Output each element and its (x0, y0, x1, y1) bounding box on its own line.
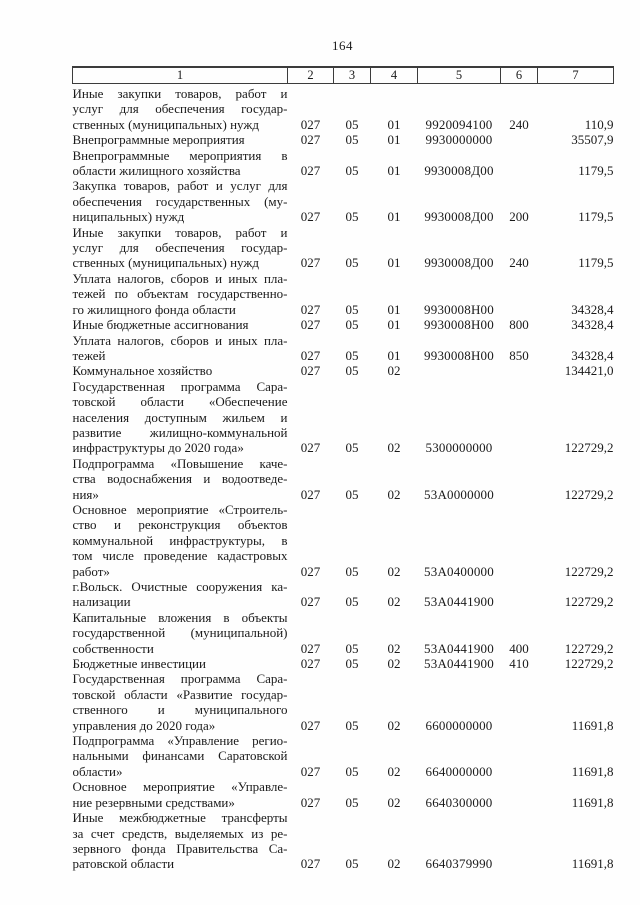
row-name-cell (73, 148, 288, 179)
cell-target-article: 9920094100 (425, 116, 493, 132)
cell-expense-type (501, 132, 538, 147)
table-row (73, 178, 614, 224)
cell-amount: 122729,2 (564, 656, 614, 672)
row-name-cell (73, 271, 288, 317)
cell-section: 05 (345, 255, 359, 271)
cell-target-article: 53A0400000 (424, 563, 494, 579)
row-name-line: нальными финансами Саратовской (72, 748, 288, 764)
cell-expense-type (501, 148, 538, 179)
cell-subsection: 01 (387, 347, 401, 363)
cell-section: 05 (345, 856, 359, 872)
row-name-line: Государственная программа Сара- (72, 378, 288, 394)
cell-target-article: 5300000000 (425, 440, 493, 456)
row-name-line: Государственная программа Сара- (72, 671, 288, 687)
row-name-line: населения доступным жильем и (72, 409, 288, 425)
cell-expense-type (501, 502, 538, 579)
cell-target-article: 9930008Н00 (424, 317, 494, 333)
cell-expense-type (501, 271, 538, 317)
row-name-line: Уплата налогов, сборов и иных пла- (72, 270, 288, 286)
cell-grbs-code: 027 (300, 440, 321, 456)
cell-subsection: 02 (387, 763, 401, 779)
cell-subsection: 01 (387, 209, 401, 225)
row-name-line: го жилищного фонда области (72, 301, 236, 317)
cell-expense-type: 200 (509, 209, 529, 225)
row-name-line: Закупка товаров, работ и услуг для (72, 178, 288, 194)
row-name-line: ственного и муниципального (72, 702, 288, 718)
cell-subsection: 02 (387, 794, 401, 810)
row-name-line: собственности (72, 640, 154, 656)
cell-subsection: 02 (387, 640, 401, 656)
cell-grbs-code: 027 (300, 132, 321, 148)
row-name-cell (73, 178, 288, 224)
table-row (73, 733, 614, 779)
row-name-cell (73, 610, 288, 656)
cell-amount: 122729,2 (564, 594, 614, 610)
cell-grbs-code: 027 (300, 255, 321, 271)
row-name-cell (73, 333, 288, 364)
cell-subsection: 02 (387, 363, 401, 379)
row-name-line: тежей по объектам государственно- (72, 286, 288, 302)
table-row (73, 148, 614, 179)
cell-subsection: 02 (387, 656, 401, 672)
row-name-line: Подпрограмма «Управление регио- (72, 733, 288, 749)
cell-amount: 110,9 (584, 116, 614, 132)
table-header-row (73, 67, 614, 84)
table-row (73, 810, 614, 872)
cell-target-article: 9930000000 (425, 132, 493, 148)
table-row (73, 502, 614, 579)
cell-amount: 35507,9 (571, 132, 614, 148)
table-row (73, 271, 614, 317)
table-row (73, 333, 614, 364)
table-row (73, 610, 614, 656)
row-name-line: Капитальные вложения в объекты (72, 609, 288, 625)
row-name-line: области» (72, 763, 123, 779)
row-name-line: области жилищного хозяйства (72, 163, 241, 179)
cell-section: 05 (345, 640, 359, 656)
cell-amount: 11691,8 (571, 717, 614, 733)
cell-target-article: 9930008Н00 (424, 347, 494, 363)
cell-target-article: 9930008Д00 (424, 255, 494, 271)
cell-target-article: 9930008Д00 (424, 209, 494, 225)
cell-amount: 122729,2 (564, 486, 614, 502)
cell-subsection: 02 (387, 486, 401, 502)
cell-subsection: 02 (387, 440, 401, 456)
cell-subsection: 02 (387, 594, 401, 610)
row-name-cell (73, 456, 288, 502)
cell-amount: 122729,2 (564, 440, 614, 456)
cell-subsection: 01 (387, 255, 401, 271)
cell-target-article: 6640000000 (425, 763, 493, 779)
row-name-line: Иные закупки товаров, работ и (72, 86, 288, 101)
cell-section: 05 (345, 209, 359, 225)
row-name-line: развитие жилищно-коммунальной (72, 424, 288, 440)
cell-section: 05 (345, 347, 359, 363)
cell-expense-type (501, 363, 538, 378)
cell-target-article: 9930008Н00 (424, 301, 494, 317)
row-name-cell (73, 317, 288, 332)
cell-amount: 11691,8 (571, 856, 614, 872)
column-header: 3 (334, 67, 371, 84)
row-name-line: государственной (муниципальной) (72, 625, 288, 641)
cell-section: 05 (345, 163, 359, 179)
cell-subsection: 01 (387, 301, 401, 317)
table-row (73, 225, 614, 271)
row-name-line: ния» (72, 486, 99, 502)
cell-target-article: 6640300000 (425, 794, 493, 810)
cell-expense-type (501, 579, 538, 610)
table-row (73, 379, 614, 456)
cell-grbs-code: 027 (300, 363, 321, 379)
row-name-cell (73, 363, 288, 378)
row-name-line: Внепрограммные мероприятия (72, 132, 245, 148)
cell-amount: 122729,2 (564, 563, 614, 579)
cell-target-article: 6600000000 (425, 717, 493, 733)
table-row (73, 671, 614, 733)
cell-section: 05 (345, 363, 359, 379)
cell-expense-type: 400 (509, 640, 529, 656)
cell-grbs-code: 027 (300, 656, 321, 672)
table-row (73, 579, 614, 610)
row-name-line: товской области «Развитие государ- (72, 686, 288, 702)
row-name-line: том числе проведение кадастровых (72, 548, 288, 564)
row-name-cell (73, 225, 288, 271)
cell-target-article: 9930008Д00 (424, 163, 494, 179)
cell-grbs-code: 027 (300, 563, 321, 579)
cell-amount: 1179,5 (578, 209, 614, 225)
cell-amount: 34328,4 (571, 347, 614, 363)
row-name-line: Подпрограмма «Повышение каче- (72, 455, 288, 471)
cell-target-article: 53A0441900 (424, 656, 494, 672)
table-row (73, 363, 614, 378)
cell-expense-type: 850 (509, 347, 529, 363)
cell-expense-type: 800 (509, 317, 529, 333)
cell-subsection: 01 (387, 116, 401, 132)
cell-grbs-code: 027 (300, 594, 321, 610)
cell-section: 05 (345, 440, 359, 456)
table-row (73, 456, 614, 502)
cell-grbs-code: 027 (300, 856, 321, 872)
table-row (73, 84, 614, 133)
cell-section: 05 (345, 656, 359, 672)
row-name-line: обеспечения государственных (му- (72, 193, 288, 209)
column-header: 7 (538, 67, 614, 84)
cell-target-article: 53A0441900 (424, 594, 494, 610)
row-name-cell (73, 810, 288, 872)
cell-expense-type: 240 (509, 255, 529, 271)
row-name-line: работ» (72, 563, 110, 579)
column-header: 4 (371, 67, 418, 84)
cell-section: 05 (345, 763, 359, 779)
cell-grbs-code: 027 (300, 640, 321, 656)
row-name-line: тежей (72, 347, 106, 363)
cell-section: 05 (345, 116, 359, 132)
budget-table (72, 66, 614, 872)
row-name-cell (73, 579, 288, 610)
row-name-line: нализации (72, 594, 131, 610)
row-name-line: ниципальных) нужд (72, 209, 185, 225)
cell-amount: 122729,2 (564, 640, 614, 656)
row-name-line: зервного фонда Правительства Са- (72, 840, 288, 856)
cell-amount: 11691,8 (571, 794, 614, 810)
row-name-line: ство и реконструкция объектов (72, 517, 288, 533)
cell-subsection: 01 (387, 317, 401, 333)
row-name-line: ства водоснабжения и водоотведе- (72, 471, 288, 487)
cell-subsection: 02 (387, 563, 401, 579)
cell-expense-type: 240 (509, 116, 529, 132)
row-name-line: инфраструктуры до 2020 года» (72, 440, 244, 456)
table-row (73, 317, 614, 332)
cell-grbs-code: 027 (300, 209, 321, 225)
cell-expense-type (501, 671, 538, 733)
cell-grbs-code: 027 (300, 486, 321, 502)
row-name-cell (73, 656, 288, 671)
cell-grbs-code: 027 (300, 301, 321, 317)
cell-section: 05 (345, 317, 359, 333)
row-name-line: Внепрограммные мероприятия в (72, 147, 288, 163)
cell-amount: 34328,4 (571, 317, 614, 333)
row-name-line: за счет средств, выделяемых из ре- (72, 825, 288, 841)
cell-amount: 11691,8 (571, 763, 614, 779)
row-name-line: услуг для обеспечения государ- (72, 101, 288, 117)
row-name-cell (73, 502, 288, 579)
cell-grbs-code: 027 (300, 116, 321, 132)
cell-amount: 34328,4 (571, 301, 614, 317)
row-name-line: Иные закупки товаров, работ и (72, 224, 288, 240)
table-row (73, 656, 614, 671)
cell-section: 05 (345, 132, 359, 148)
cell-section: 05 (345, 486, 359, 502)
column-header: 5 (418, 67, 501, 84)
cell-grbs-code: 027 (300, 317, 321, 333)
row-name-line: ние резервными средствами» (72, 794, 235, 810)
row-name-line: Основное мероприятие «Строитель- (72, 501, 288, 517)
row-name-line: услуг для обеспечения государ- (72, 240, 288, 256)
row-name-line: Иные бюджетные ассигнования (72, 317, 249, 333)
row-name-cell (73, 379, 288, 456)
cell-amount: 134421,0 (564, 363, 614, 379)
row-name-cell (73, 779, 288, 810)
cell-expense-type (501, 456, 538, 502)
page-number: 164 (332, 38, 353, 53)
cell-target-article: 53A0000000 (424, 486, 494, 502)
table-body (73, 84, 614, 872)
row-name-cell (73, 733, 288, 779)
row-name-line: Коммунальное хозяйство (72, 363, 213, 379)
cell-grbs-code: 027 (300, 717, 321, 733)
cell-expense-type: 410 (509, 656, 529, 672)
cell-target-article (418, 363, 501, 378)
row-name-line: ратовской области (72, 856, 175, 872)
row-name-line: Основное мероприятие «Управле- (72, 779, 288, 795)
cell-section: 05 (345, 717, 359, 733)
row-name-line: г.Вольск. Очистные сооружения ка- (72, 579, 288, 594)
row-name-line: управления до 2020 года» (72, 717, 216, 733)
cell-amount: 1179,5 (578, 163, 614, 179)
row-name-line: Иные межбюджетные трансферты (72, 810, 288, 826)
cell-expense-type (501, 733, 538, 779)
row-name-line: Бюджетные инвестиции (72, 656, 206, 672)
row-name-line: Уплата налогов, сборов и иных пла- (72, 332, 288, 348)
cell-subsection: 02 (387, 717, 401, 733)
row-name-cell (73, 132, 288, 147)
cell-target-article: 6640379990 (425, 856, 493, 872)
row-name-line: ственных (муниципальных) нужд (72, 116, 259, 132)
row-name-cell (73, 84, 288, 133)
cell-expense-type (501, 810, 538, 872)
cell-subsection: 02 (387, 856, 401, 872)
cell-section: 05 (345, 594, 359, 610)
cell-amount: 1179,5 (578, 255, 614, 271)
column-header: 6 (501, 67, 538, 84)
cell-grbs-code: 027 (300, 763, 321, 779)
cell-grbs-code: 027 (300, 794, 321, 810)
row-name-line: коммунальной инфраструктуры, в (72, 532, 288, 548)
cell-grbs-code: 027 (300, 163, 321, 179)
cell-subsection: 01 (387, 132, 401, 148)
column-header: 1 (73, 67, 288, 84)
cell-expense-type (501, 779, 538, 810)
cell-expense-type (501, 379, 538, 456)
cell-section: 05 (345, 563, 359, 579)
column-header: 2 (288, 67, 334, 84)
table-row (73, 132, 614, 147)
row-name-line: товской области «Обеспечение (72, 394, 288, 410)
budget-table-container (72, 66, 613, 872)
table-row (73, 779, 614, 810)
row-name-cell (73, 671, 288, 733)
cell-grbs-code: 027 (300, 347, 321, 363)
cell-section: 05 (345, 794, 359, 810)
cell-section: 05 (345, 301, 359, 317)
row-name-line: ственных (муниципальных) нужд (72, 255, 259, 271)
cell-subsection: 01 (387, 163, 401, 179)
cell-target-article: 53A0441900 (424, 640, 494, 656)
